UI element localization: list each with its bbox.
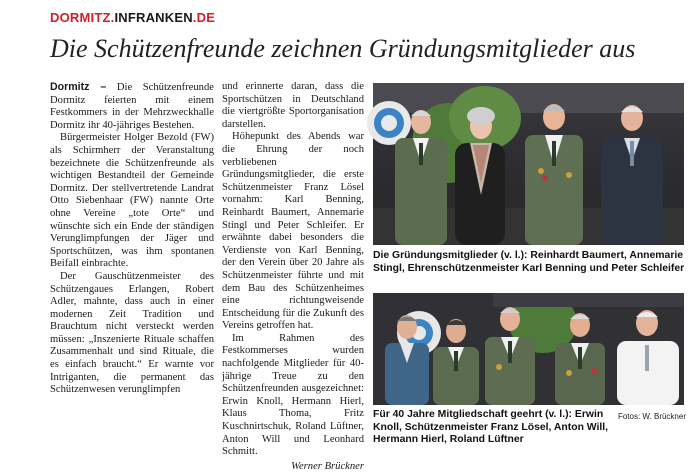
photo-caption-honored-members bbox=[373, 409, 686, 447]
masthead bbox=[50, 10, 215, 25]
masthead-part1: DORMITZ. bbox=[50, 10, 115, 25]
paragraph: und erinnerte daran, dass die Sportschützen in Deutschland die viertgrößte Sportorganisation darstellen. bbox=[222, 81, 364, 130]
photo-credit: Fotos: W. Brückner bbox=[617, 412, 686, 421]
paragraph bbox=[50, 81, 214, 132]
paragraph: Im Rahmen des Festkommerses wurden nachfolgende Mitglieder für 40-jährige Treue zu den Schützenfreunden ausgezeichnet: Erwin Knoll, Hermann Hierl, Klaus Thoma, Fritz Kuschnirtschuk, Roland Lüftner, Anton Will und Leonhard Schmitt. bbox=[222, 332, 364, 458]
photo-honored-members-illustration bbox=[373, 293, 684, 405]
photo-honored-members bbox=[373, 293, 684, 405]
paragraph: Bürgermeister Holger Bezold (FW) als Schirmherr der Veranstaltung bezeichnete die Schützenfreunde als wichtigen Bestandteil der Gemeinde Dormitz. Der stellvertretende Landrat Otto Siebenhaar (FW) nannte Orte ohne Vereine „tote Orte“ und wünschte sich ein Ende der ständigen Verunglimpfungen der Jäger und Sportschützen, was ihm spontanen Beifall einbrachte. bbox=[50, 132, 214, 270]
paragraph: Der Gauschützenmeister des Schützengaues Erlangen, Robert Adler, mahnte, dass auch in einer modernen Zeit Tradition und Brauchtum nicht versteckt werden müssen: „Inszenierte Rituale schaffen Zusammenhalt und sind Rituale, die es einfach braucht.“ Er warnte vor Intriganten, die permanent das Schützenwesen verunglimpfen bbox=[50, 270, 214, 396]
photo-caption-founding-members: Die Gründungsmitglieder (v. l.): Reinhardt Baumert, Annemarie Stingl, Ehrenschützenmeister Karl Benning und Peter Schleifer bbox=[373, 250, 685, 274]
paragraph-text: Die Schützenfreunde Dormitz feierten mit einem Festkommers in der Mehrzweckhalle Dormitz ihr 40-jähriges Bestehen. bbox=[50, 82, 214, 131]
article-column-1 bbox=[50, 81, 214, 443]
photo-founding-members-illustration bbox=[373, 83, 684, 245]
photo-caption-text: Für 40 Jahre Mitgliedschaft geehrt (v. l.): Erwin Knoll, Schützenmeister Franz Lösel, Anton Will, Hermann Hierl, Roland Lüftner bbox=[373, 409, 609, 445]
paragraph: Höhepunkt des Abends war die Ehrung der noch verbliebenen Gründungsmitglieder, die erste Schützenmeister Franz Lösel vornahm: Karl Benning, Reinhardt Baumert, Annemarie Stingl und Peter Schleifer. Er erwähnte dabei besonders die Verdienste von Karl Benning, der den Verein über 20 Jahre als Schützenmeister führte und mit dem Bau des Schützenheimes eine richtungweisende Entscheidung für die Zukunft des Vereins getroffen hat. bbox=[222, 131, 364, 332]
article-column-2 bbox=[222, 81, 364, 472]
dateline: Dormitz – bbox=[50, 81, 107, 93]
masthead-part2: INFRANKEN bbox=[114, 10, 193, 25]
photo-founding-members bbox=[373, 83, 684, 245]
article-author: Werner Brückner bbox=[291, 460, 364, 472]
masthead-part3: .DE bbox=[192, 10, 216, 25]
article-headline: Die Schützenfreunde zeichnen Gründungsmitglieder aus bbox=[50, 34, 636, 63]
